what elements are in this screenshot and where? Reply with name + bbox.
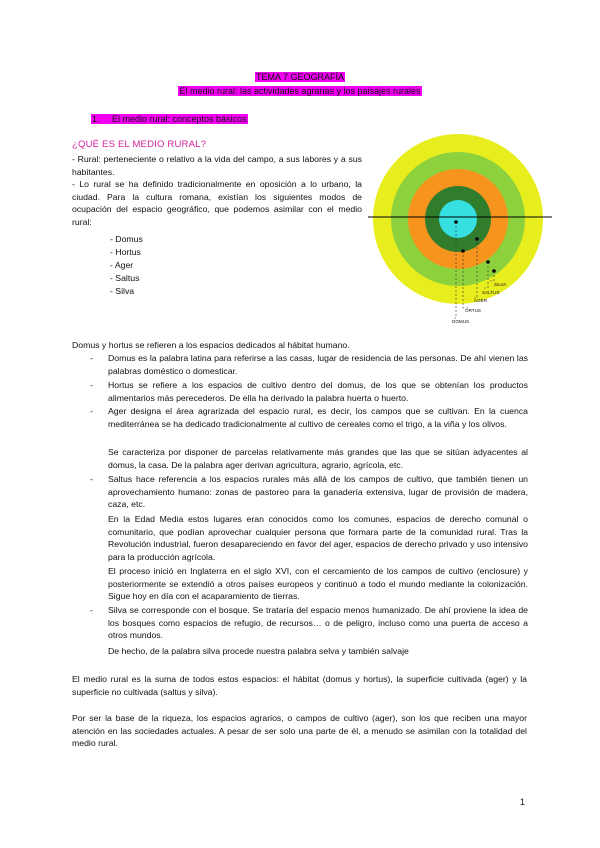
intro-paragraph-1: - Rural: perteneciente o relativo a la vida del campo, a sus labores y a sus habitantes. [72, 154, 362, 177]
list-item-text: Hortus se refiere a los espacios de cultivo dentro del domus, de los que se obtenían los productos alimentarios más perecederos. De ella ha derivado la palabra huerta o huerto. [108, 380, 528, 403]
intro-paragraph-2: - Lo rural se ha definido tradicionalmente en oposición a lo urbano, la ciudad. Para la cultura romana, existían los siguientes modos de ocupación del espacio geográfico, que podemos asimilar con el medio rural: [72, 179, 362, 227]
paragraph-domus-hortus: Domus y hortus se refieren a los espacios dedicados al hábitat humano. [72, 340, 350, 350]
bullet-dash: - [90, 353, 93, 363]
list-item-hortus: - Hortus [110, 247, 141, 257]
list-item-continuation: El proceso inició en Inglaterra en el siglo XVI, con el cercamiento de los campos de cultivo (enclosure) y posteriormente se extendió a otros países europeos y continuó a todo el mundo mediante la colonización. Sigue hoy en día con el acaparamiento de tierras. [108, 566, 528, 602]
label-saltus: SALTUS [482, 290, 500, 295]
document-title: TEMA 7 GEOGRAFÍA [255, 72, 345, 82]
page-number: 1 [520, 797, 526, 807]
bullet-dash: - [90, 474, 93, 484]
list-item-ager: - Ager [110, 260, 134, 270]
paragraph-suma: El medio rural es la suma de todos estos espacios: el hábitat (domus y hortus), la superficie cultivada (ager) y la superficie no cultivada (saltus y silva). [72, 674, 527, 697]
bullet-dash: - [90, 605, 93, 615]
document-subtitle: El medio rural: las actividades agrarias y los paisajes rurales [179, 86, 421, 96]
label-ortus: ORTUS [465, 308, 481, 313]
bullet-dash: - [90, 380, 93, 390]
list-item-saltus: - Saltus [110, 273, 140, 283]
list-item-silva: - Silva [110, 286, 135, 296]
list-item-text: Silva se corresponde con el bosque. Se trataría del espacio menos humanizado. De ahí proviene la idea de los bosques como espacios de refugio, de recursos… o de peligro, incluso como una puerta de acceso a otros mundos. [108, 605, 528, 641]
label-silva: SILVA [494, 282, 507, 287]
section-number: 1. [92, 114, 100, 124]
list-item-continuation: En la Edad Media estos lugares eran conocidos como los comunes, espacios de derecho comunal o comunitario, que podían aprovechar cualquier persona que formara parte de la comunidad rural. Tras la Revolución industrial, fueron desapareciendo en favor del ager, espacios de derecho privado y uso intensivo para la producción agrícola. [108, 514, 528, 562]
question-heading: ¿QUÉ ES EL MEDIO RURAL? [72, 139, 207, 150]
list-item-domus: - Domus [110, 234, 143, 244]
list-item-text: Ager designa el área agrarizada del espacio rural, es decir, los campos que se cultivan. En la cuenca mediterránea se ha dedicado tradicionalmente al cultivo de cereales como el trigo, a la viña y los olivos. [108, 406, 528, 429]
bullet-dash: - [90, 406, 93, 416]
list-item-text: Saltus hace referencia a los espacios rurales más allá de los campos de cultivo, que también tienen un aprovechamiento humano: zonas de pastoreo para la ganadería extensiva, lugar de provisión de madera, caza, etc. [108, 474, 528, 510]
list-item-continuation: Se caracteriza por disponer de parcelas relativamente más grandes que las que se sitúan adyacentes al domus, la casa. De la palabra ager derivan agricultura, agrario, agrícola, etc. [108, 447, 528, 470]
list-item-continuation: De hecho, de la palabra silva procede nuestra palabra selva y también salvaje [108, 646, 409, 656]
label-domus: DOMUS [452, 319, 470, 324]
paragraph-riqueza: Por ser la base de la riqueza, los espacios agrarios, o campos de cultivo (ager), son los que reciben una mayor atención en las sociedades actuales. A pesar de ser solo una parte de él, a menudo se asimilan con la totalidad del medio rural. [72, 713, 527, 749]
ring-domus [439, 200, 477, 238]
list-item-text: Domus es la palabra latina para referirse a las casas, lugar de residencia de las personas. De ahí vienen las palabras doméstico o domesticar. [108, 353, 528, 376]
label-ager: AGER [474, 298, 488, 303]
section-title: El medio rural: conceptos básicos [112, 114, 247, 124]
